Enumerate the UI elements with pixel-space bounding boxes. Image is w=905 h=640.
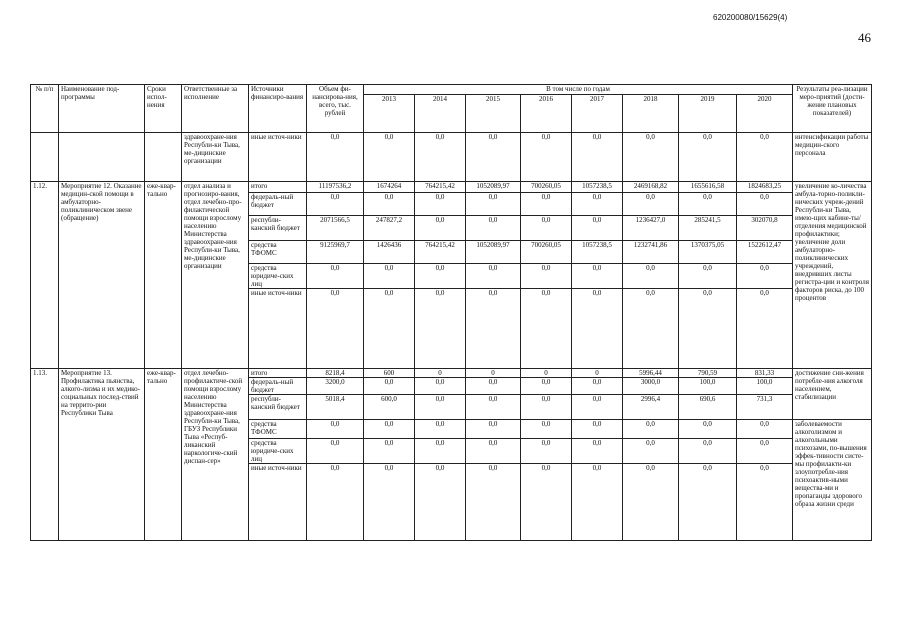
cell-value: 0,0 [307,264,364,289]
cell-responsible: здравоохране-ния Республи-ки Тыва, ме-дицинские организации [182,133,249,182]
cell-value: 2996,4 [623,395,679,420]
cell-value: 764215,42 [415,241,466,264]
cell-value: 1232741,86 [623,241,679,264]
cell-value: 0,0 [364,264,415,289]
cell-responsible: отдел лечебно-профилактиче-ской помощи взрослому населению Министерства здравоохране-ния Республи-ки Тыва, ГБУЗ Республики Тыва «Респуб-ликанский наркологиче-ский диспан-сер» [182,369,249,541]
cell-value: 0,0 [572,133,623,182]
cell-value: 0,0 [307,464,364,541]
header-year-2014: 2014 [415,95,466,133]
cell-value: 0,0 [679,264,737,289]
cell-value: 0,0 [364,193,415,216]
cell-name: Мероприятие 13. Профилактика пьянства, алкого-лизма и их медико-социальных послед-ствий на террито-рии Республики Тыва [59,369,145,541]
cell-value: 1052089,97 [466,182,521,193]
cell-value: 600,0 [364,395,415,420]
cell-value: 0,0 [521,193,572,216]
cell-value: 247827,2 [364,216,415,241]
cell-value: 0,0 [521,264,572,289]
cell-value: 9125969,7 [307,241,364,264]
cell-value: 0,0 [679,420,737,439]
cell-value: 1057238,5 [572,182,623,193]
cell-value: 690,6 [679,395,737,420]
cell-no [31,133,59,182]
cell-value: 8218,4 [307,369,364,378]
cell-value: 0,0 [521,216,572,241]
cell-value: 5018,4 [307,395,364,420]
cell-result: увеличение ко-личества амбула-торно-поликли-нических учреж-дений Республи-ки Тыва, имею-щих кабине-ты/отделения медицинской профилактики; увеличение доли амбулаторно-поликлинических учреждений, внедривших листы регистра-ции и контроля факторов риска, до 100 процентов [793,182,872,369]
cell-value: 285241,5 [679,216,737,241]
cell-name: Мероприятие 12. Оказание медицин-ской помощи в амбулаторно-поликлиническом звене (обращение) [59,182,145,369]
cell-value: 1824683,25 [737,182,793,193]
cell-value: 0,0 [415,133,466,182]
cell-value: 0,0 [623,464,679,541]
cell-value: 700260,05 [521,182,572,193]
header-year-2020: 2020 [737,95,793,133]
cell-value: 1674264 [364,182,415,193]
cell-value: 0,0 [737,193,793,216]
header-volume: Объем фи-нансирова-ния, всего, тыс. рублей [307,85,364,133]
cell-value: 0,0 [572,216,623,241]
cell-source: средства юридиче-ских лиц [249,264,307,289]
cell-value: 0,0 [466,193,521,216]
cell-value: 0,0 [307,133,364,182]
cell-value: 5996,44 [623,369,679,378]
cell-value: 0,0 [415,216,466,241]
cell-value: 0,0 [679,439,737,464]
cell-value: 1057238,5 [572,241,623,264]
cell-value: 0,0 [415,264,466,289]
cell-value: 0,0 [521,420,572,439]
cell-value: 0,0 [307,289,364,369]
cell-value: 0,0 [466,439,521,464]
cell-value: 0 [466,369,521,378]
cell-value: 0,0 [521,439,572,464]
cell-value: 0,0 [737,464,793,541]
header-source: Источники финансиро-вания [249,85,307,133]
header-year-2018: 2018 [623,95,679,133]
cell-result-top: достижение сни-жения потребле-ния алкоголя населением, стабилизации [793,369,872,420]
cell-source: иные источ-ники [249,289,307,369]
cell-value: 1370375,05 [679,241,737,264]
cell-value: 0,0 [364,420,415,439]
cell-value: 0,0 [415,420,466,439]
cell-value: 302070,8 [737,216,793,241]
page-number: 46 [858,30,871,45]
cell-value: 0,0 [521,395,572,420]
header-year-2019: 2019 [679,95,737,133]
cell-value: 0,0 [623,289,679,369]
header-year-2013: 2013 [364,95,415,133]
cell-value: 0,0 [466,420,521,439]
table-row [31,369,872,378]
cell-value: 3000,0 [623,378,679,395]
header-year-2015: 2015 [466,95,521,133]
cell-value: 0,0 [521,133,572,182]
header-responsible: Ответственные за исполнение [182,85,249,133]
cell-value: 0,0 [572,395,623,420]
cell-value: 831,33 [737,369,793,378]
cell-value: 0,0 [415,395,466,420]
cell-value: 0,0 [364,289,415,369]
cell-result: интенсификации работы медицин-ского персонала [793,133,872,182]
header-term: Сроки испол-нения [145,85,182,133]
cell-source: итого [249,369,307,378]
cell-name [59,133,145,182]
cell-term: еже-квар-тально [145,369,182,541]
cell-value: 1522612,47 [737,241,793,264]
cell-source: средства ТФОМС [249,420,307,439]
header-by-years: В том числе по годам [364,85,793,95]
cell-value: 0,0 [364,439,415,464]
cell-value: 0,0 [737,420,793,439]
cell-value: 0,0 [415,193,466,216]
cell-source: федераль-ный бюджет [249,193,307,216]
cell-value: 0,0 [679,133,737,182]
cell-value: 0,0 [737,439,793,464]
cell-value: 0,0 [737,133,793,182]
cell-value: 0,0 [521,289,572,369]
table-row [31,182,872,193]
header-year-2016: 2016 [521,95,572,133]
cell-value: 0,0 [737,289,793,369]
cell-value: 0,0 [415,289,466,369]
cell-value: 0,0 [572,420,623,439]
cell-source: иные источ-ники [249,464,307,541]
cell-value: 600 [364,369,415,378]
cell-value: 0,0 [521,378,572,395]
cell-value: 0,0 [679,193,737,216]
cell-responsible: отдел анализа и прогнозиро-вания, отдел лечебно-про-филактической помощи взрослому населению Министерства здравоохране-ния Республи-ки Тыва, ме-дицинские организации [182,182,249,369]
cell-value: 0 [521,369,572,378]
cell-value: 0,0 [623,264,679,289]
cell-value: 764215,42 [415,182,466,193]
cell-source: федераль-ный бюджет [249,378,307,395]
cell-value: 0,0 [572,289,623,369]
cell-value: 0,0 [572,264,623,289]
cell-value: 0,0 [623,439,679,464]
cell-value: 2469168,82 [623,182,679,193]
cell-value: 0,0 [307,193,364,216]
cell-value: 0,0 [466,289,521,369]
cell-value: 1655616,58 [679,182,737,193]
cell-no: 1.12. [31,182,59,369]
cell-result-bottom: заболеваемости алкоголизмом и алкогольными психозами, по-вышения эффек-тивности систе-мы профилакти-ки злоупотребле-ния психоактив-ными вещества-ми и пропаганды здорового образа жизни среди [793,420,872,541]
cell-term [145,133,182,182]
cell-value: 0 [572,369,623,378]
cell-value: 0,0 [364,378,415,395]
cell-value: 1236427,0 [623,216,679,241]
cell-value: 0,0 [364,464,415,541]
document-number: 620200080/15629(4) [713,13,788,22]
header-name: Наименование под-программы [59,85,145,133]
cell-value: 0,0 [623,193,679,216]
header-no: № п/п [31,85,59,133]
cell-source: иные источ-ники [249,133,307,182]
cell-value: 0,0 [364,133,415,182]
cell-value: 0,0 [466,133,521,182]
cell-value: 0,0 [307,420,364,439]
cell-value: 0,0 [572,439,623,464]
cell-value: 0,0 [466,464,521,541]
cell-value: 0,0 [521,464,572,541]
cell-value: 0,0 [679,464,737,541]
cell-source: республи-канский бюджет [249,216,307,241]
cell-value: 100,0 [679,378,737,395]
cell-value: 790,59 [679,369,737,378]
cell-value: 0,0 [572,193,623,216]
cell-no: 1.13. [31,369,59,541]
cell-value: 1426436 [364,241,415,264]
cell-value: 0 [415,369,466,378]
cell-value: 0,0 [415,439,466,464]
cell-value: 0,0 [466,378,521,395]
cell-value: 731,3 [737,395,793,420]
header-year-2017: 2017 [572,95,623,133]
cell-value: 0,0 [623,420,679,439]
cell-value: 0,0 [737,264,793,289]
cell-source: итого [249,182,307,193]
header-results: Результаты реа-лизации меро-приятий (дости-жение плановых показателей) [793,85,872,133]
cell-value: 0,0 [466,395,521,420]
cell-value: 0,0 [415,464,466,541]
cell-value: 700260,05 [521,241,572,264]
cell-value: 0,0 [415,378,466,395]
cell-value: 100,0 [737,378,793,395]
cell-value: 0,0 [307,439,364,464]
funding-table [30,84,872,541]
cell-source: республи-канский бюджет [249,395,307,420]
cell-value: 2071566,5 [307,216,364,241]
cell-value: 3200,0 [307,378,364,395]
table-row [31,133,872,182]
cell-value: 1052089,97 [466,241,521,264]
cell-value: 0,0 [572,378,623,395]
cell-value: 0,0 [466,264,521,289]
cell-source: средства юридиче-ских лиц [249,439,307,464]
cell-value: 0,0 [466,216,521,241]
cell-value: 0,0 [572,464,623,541]
cell-source: средства ТФОМС [249,241,307,264]
cell-term: еже-квар-тально [145,182,182,369]
cell-value: 0,0 [623,133,679,182]
cell-value: 11197536,2 [307,182,364,193]
cell-value: 0,0 [679,289,737,369]
